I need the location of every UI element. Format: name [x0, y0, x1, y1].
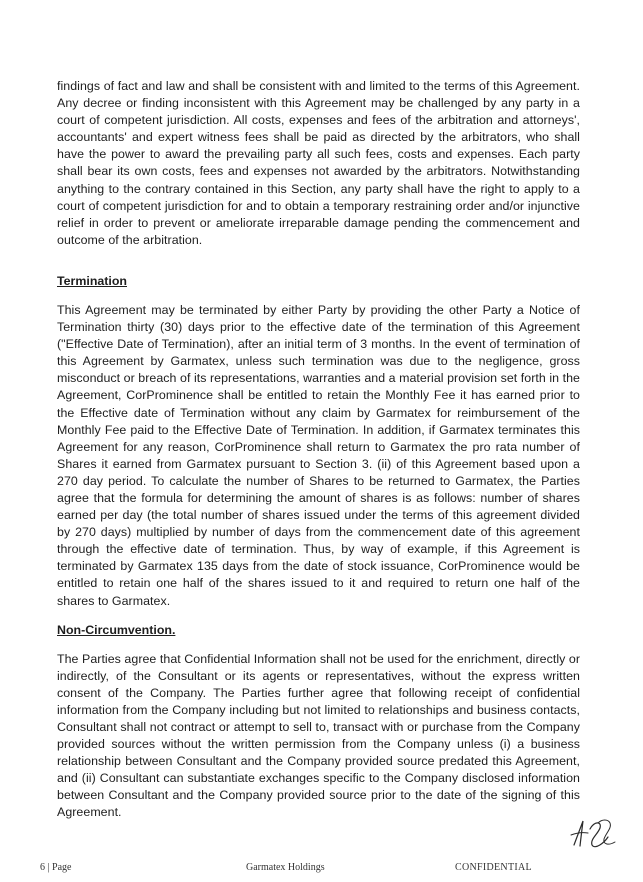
paragraph-termination: This Agreement may be terminated by either Party by providing the other Party a Notice of Termination thirty (30) days prior to the effective date of the termination of this Agreement ("Effective Date of Termination), after an initial term of 3 months. In the event of termination of this Agreement by Garmatex, unless such termination was due to the negligence, gross misconduct or breach of its representations, warranties and a material provision set forth in the Agreement, CorProminence shall be entitled to retain the Monthly Fee it has earned prior to the Effective date of Termination without any claim by Garmatex for reimbursement of the Monthly Fee paid to the Effective Date of Termination. In addition, if Garmatex terminates this Agreement for any reason, CorProminence shall return to Garmatex the pro rata number of Shares it earned from Garmatex pursuant to Section 3. (ii) of this Agreement based upon a 270 day period. To calculate the number of Shares to be returned to Garmatex, the Parties agree that the formula for determining the amount of shares is as follows: number of shares earned per day (the total number of shares issued under the terms of this agreement divided by 270 days) multiplied by number of days from the commencement date of this agreement through the effective date of termination. Thus, by way of example, if this Agreement is terminated by Garmatex 135 days from the date of stock issuance, CorProminence would be entitled to retain one half of the shares issued to it and required to return one half of the shares to Garmatex.: [57, 302, 580, 608]
paragraph-arbitration-continued: findings of fact and law and shall be consistent with and limited to the terms of this Agreement. Any decree or finding inconsistent with this Agreement may be challenged by any party in a court of competent jurisdiction. All costs, expenses and fees of the arbitration and attorneys', accountants' and expert witness fees shall be paid as directed by the arbitrators, who shall have the power to award the prevailing party all such fees, costs and expenses. Each party shall bear its own costs, fees and expenses not awarded by the arbitrators. Notwithstanding anything to the contrary contained in this Section, any party shall have the right to apply to a court of competent jurisdiction for and to obtain a temporary restraining order and/or injunctive relief in order to prevent or ameliorate irreparable damage pending the commencement and outcome of the arbitration.: [57, 79, 580, 247]
initials-signature: [568, 815, 620, 851]
footer-company-name: Garmatex Holdings: [246, 862, 325, 873]
page-footer: [0, 862, 643, 878]
heading-non-circumvention: Non-Circumvention.: [57, 622, 176, 637]
paragraph-non-circumvention: The Parties agree that Confidential Information shall not be used for the enrichment, directly or indirectly, of the Consultant or its agents or representatives, without the express written consent of the Company. The Parties further agree that following receipt of confidential information from the Company including but not limited to relationships and business contacts, Consultant shall not contract or attempt to sell to, transact with or purchase from the Company provided sources without the written permission from the Company unless (i) a business relationship between Consultant and the Company provided source predated this Agreement, and (ii) Consultant can substantiate exchanges specific to the Company disclosed information between Consultant and the Company provided source prior to the date of the signing of this Agreement.: [57, 651, 580, 820]
heading-termination: Termination: [57, 273, 127, 288]
footer-page-number: 6 | Page: [40, 862, 72, 873]
document-body: [57, 78, 580, 822]
footer-confidential-label: CONFIDENTIAL: [455, 862, 532, 873]
